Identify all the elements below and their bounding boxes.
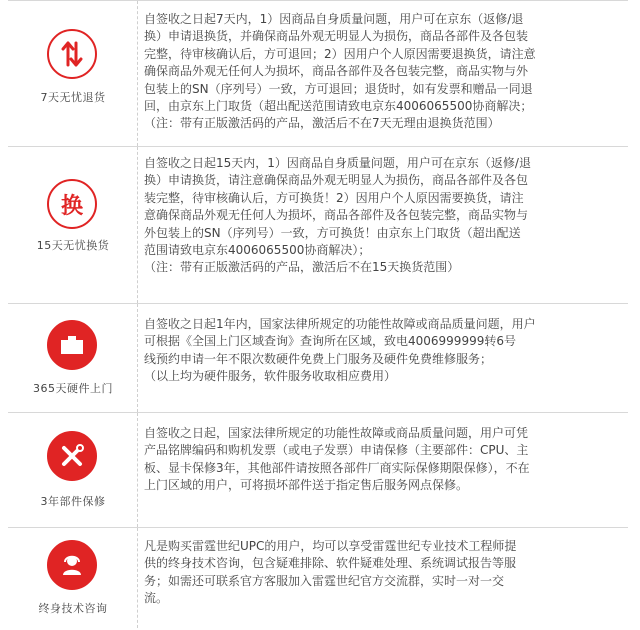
policy-line: 供的终身技术咨询，包含疑难排除、软件疑难处理、系统调试报告等服	[144, 556, 517, 571]
policy-line: 确保商品外观无任何人为损坏，商品各部件及各包装完整，商品实物与外	[144, 64, 529, 79]
policy-text	[144, 155, 624, 277]
return-7-days-icon	[47, 29, 97, 79]
policy-icon-column	[8, 1, 138, 146]
policy-line: 板、显卡保修3年，其他部件请按照各部件厂商实际保修期限保修），不在	[144, 460, 530, 475]
policy-line: 自签收之日起1年内，国家法律所规定的功能性故障或商品质量问题，用户	[144, 317, 536, 331]
headset-support-icon	[47, 540, 97, 590]
policy-line: 范围请致电京东4006065500协商解决）；	[144, 243, 371, 258]
policy-row-15day-exchange	[8, 147, 628, 304]
policy-line: 自签收之日起，国家法律所规定的功能性故障或商品质量问题，用户可凭	[144, 426, 529, 440]
policy-text	[144, 316, 624, 386]
policy-text	[144, 538, 624, 608]
policy-label: 终身技术咨询	[38, 602, 108, 615]
policy-label: 7天无忧退货	[40, 91, 106, 104]
policy-line: 凡是购买雷霆世纪UPC的用户，均可以享受雷霆世纪专业技术工程师提	[144, 539, 517, 553]
policy-line: 可根据《全国上门区域查询》查询所在区域，致电4006999999转6号	[144, 334, 516, 349]
tools-icon	[47, 431, 97, 481]
policy-icon-column	[8, 304, 138, 412]
policy-line: （注：带有正版激活码的产品，激活后不在15天换货范围）	[144, 260, 460, 275]
policy-line: 完整，待审核确认后，方可退回；2）因用户个人原因需要退换货，请注意	[144, 46, 536, 61]
policy-line: 产品铭牌编码和购机发票（或电子发票）申请保修（主要部件：CPU、主	[144, 443, 529, 458]
policy-line: 包装上的SN（序列号）一致，方可退回；退货时，如有发票和赠品一同退	[144, 81, 533, 96]
policy-line: 装完整，待审核确认后，方可换货！2）因用户个人原因需要换货，请注	[144, 190, 524, 205]
policy-line: 自签收之日起15天内，1）因商品自身质量问题，用户可在京东（返修/退	[144, 156, 531, 170]
exchange-icon-glyph: 换	[60, 193, 83, 219]
policy-line: 务；如需还可联系官方客服加入雷霆世纪官方交流群，实时一对一交	[144, 573, 505, 588]
policy-label: 15天无忧换货	[36, 239, 110, 252]
policy-line: （注：带有正版激活码的产品，激活后不在7天无理由退换货范围）	[144, 116, 500, 131]
policy-line: （以上均为硬件服务，软件服务收取相应费用）	[144, 369, 397, 384]
policy-text	[144, 425, 624, 495]
policy-line: 自签收之日起7天内，1）因商品自身质量问题，用户可在京东（返修/退	[144, 12, 524, 26]
policy-line: 回，由京东上门取货（超出配送范围请致电京东4006065500协商解决；	[144, 99, 533, 114]
policy-line: 上门区域的用户，可将损坏部件送于指定售后服务网点保修。	[144, 478, 469, 493]
policy-icon-column	[8, 528, 138, 628]
service-policy-table	[8, 0, 628, 628]
hardware-box-icon	[47, 320, 97, 370]
policy-row-lifetime-support	[8, 528, 628, 628]
policy-line: 流。	[144, 591, 169, 606]
policy-line: 意确保商品外观无任何人为损坏，商品各部件及各包装完整，商品实物与	[144, 208, 529, 223]
policy-row-3year-warranty	[8, 413, 628, 528]
policy-label: 365天硬件上门	[33, 382, 113, 395]
policy-line: 外包装上的SN（序列号）一致，方可换货！由京东上门取货（超出配送	[144, 225, 521, 240]
policy-label: 3年部件保修	[40, 495, 106, 508]
policy-line: 线预约申请一年不限次数硬件免费上门服务及硬件免费维修服务；	[144, 351, 493, 366]
policy-icon-column	[8, 147, 138, 303]
policy-row-7day-return	[8, 0, 628, 147]
exchange-icon	[47, 179, 97, 229]
policy-text	[144, 11, 624, 133]
policy-icon-column	[8, 413, 138, 527]
policy-line: 换）申请退换货，并确保商品外观无明显人为损伤，商品各部件及各包装	[144, 29, 529, 44]
policy-line: 换）申请换货，请注意确保商品外观无明显人为损伤，商品各部件及各包	[144, 173, 529, 188]
policy-row-365day-onsite	[8, 304, 628, 413]
